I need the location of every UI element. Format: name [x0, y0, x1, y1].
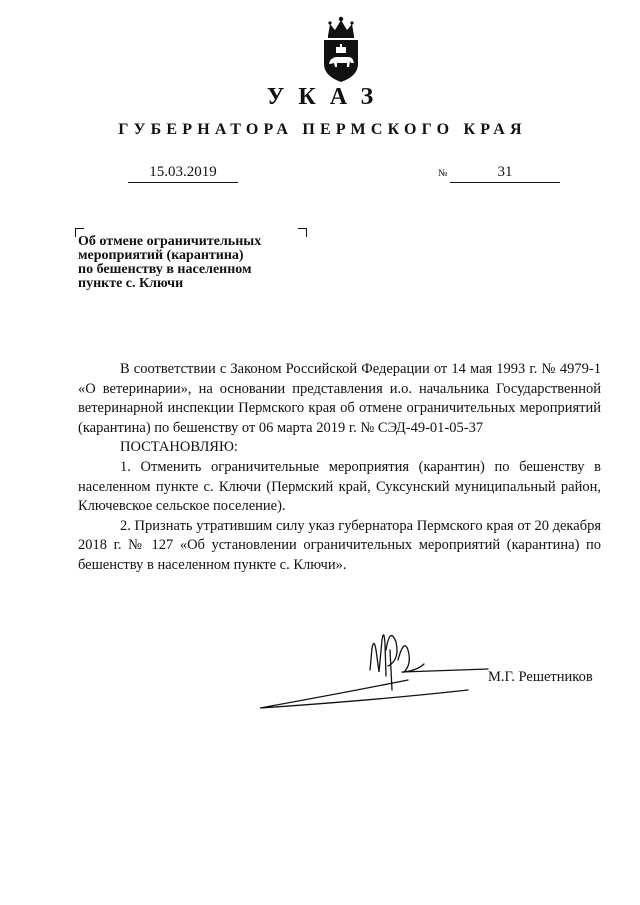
- heading-line: пункте с. Ключи: [78, 276, 184, 291]
- document-date: 15.03.2019: [128, 163, 238, 183]
- number-sign: №: [438, 168, 448, 179]
- signature-mark: [258, 620, 498, 720]
- heading-line: Об отмене ограничительных: [78, 234, 262, 249]
- decree-item-2: 2. Признать утратившим силу указ губернатора Пермского края от 20 декабря 2018 г. № 127 «Об установлении ограничительных мероприятий (карантина) по бешенству в населенном пункте с. Ключи».: [78, 517, 601, 573]
- coat-of-arms-icon: [320, 14, 362, 84]
- signer-name: М.Г. Решетников: [488, 669, 593, 685]
- preamble-paragraph: В соответствии с Законом Российской Федерации от 14 мая 1993 г. № 4979-1 «О ветеринарии», на основании представления и.о. начальника Государственной ветеринарной инспекции Пермского края об отмене ограничительных мероприятий (карантина) по бешенству от 06 марта 2019 г. № СЭД-49-01-05-37: [78, 361, 601, 436]
- decree-item-1: 1. Отменить ограничительные мероприятия (карантин) по бешенству в населенном пункте с. Ключи (Пермский край, Суксунский муниципальный район, Ключевское сельское поселение).: [78, 458, 601, 515]
- heading-line: по бешенству в населенном: [78, 262, 252, 277]
- document-subtitle: ГУБЕРНАТОРА ПЕРМСКОГО КРАЯ: [118, 121, 527, 138]
- decree-word: ПОСТАНОВЛЯЮ:: [120, 439, 238, 456]
- document-body: [78, 360, 601, 576]
- heading-line: мероприятий (карантина): [78, 248, 244, 263]
- document-heading: [78, 235, 303, 291]
- document-number: 31: [450, 163, 560, 183]
- document-title: УКАЗ: [266, 84, 388, 110]
